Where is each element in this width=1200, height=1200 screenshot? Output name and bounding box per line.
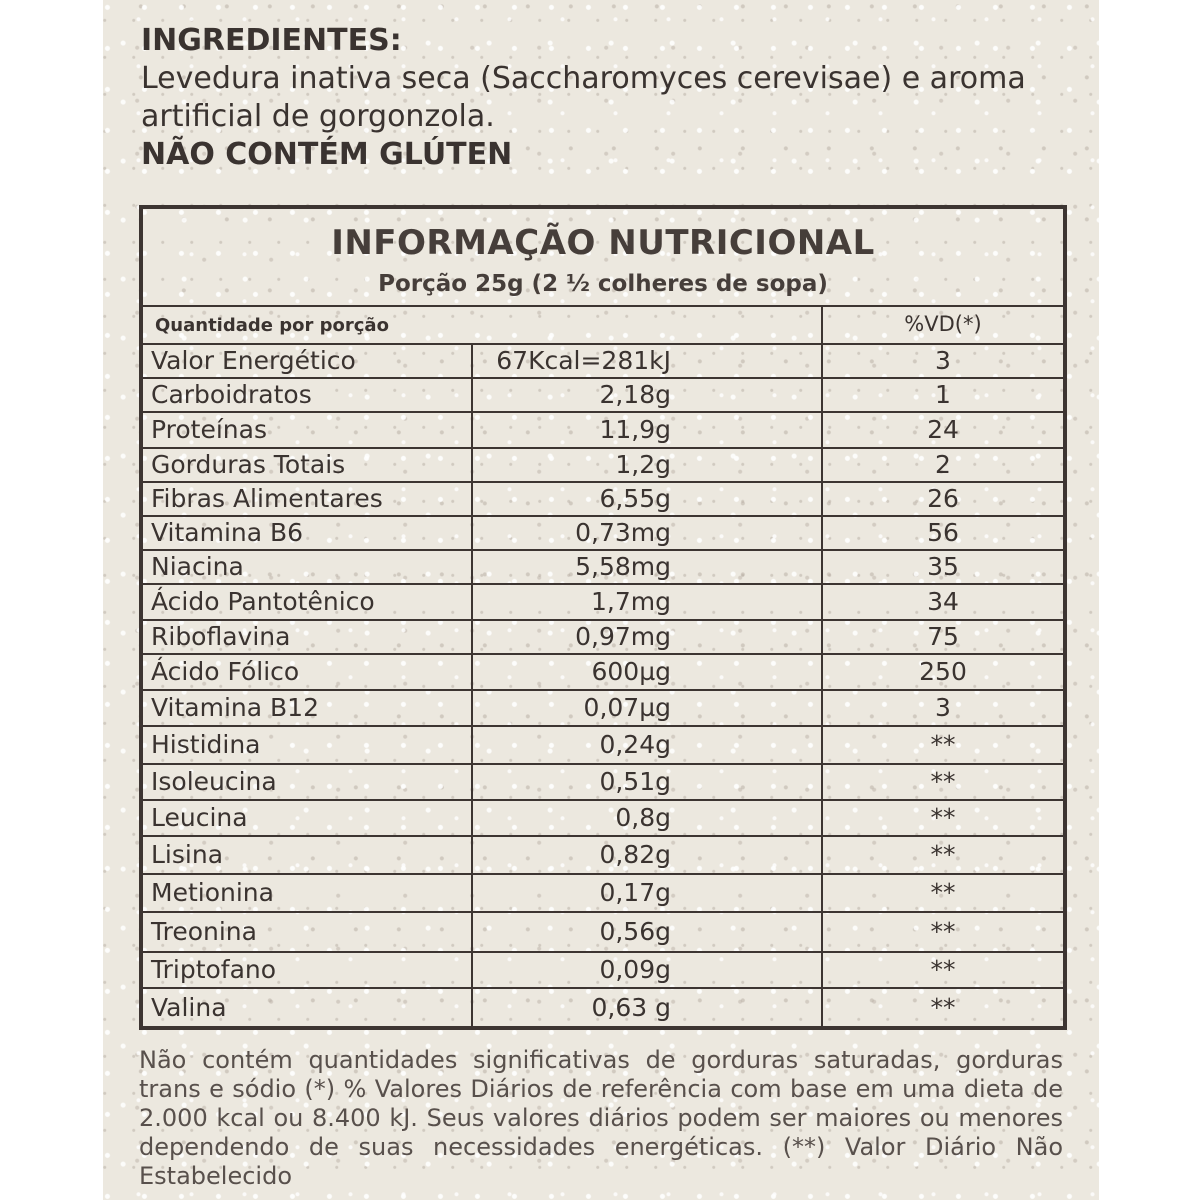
row-qty: 2,18g	[599, 380, 671, 409]
row-name: Vitamina B12	[151, 693, 319, 722]
table-row	[143, 951, 1063, 987]
row-vd: 75	[927, 622, 959, 651]
table-row	[143, 343, 1063, 377]
row-vd: **	[930, 955, 956, 984]
ingredients-section	[141, 22, 1071, 174]
table-row	[143, 689, 1063, 725]
row-name: Fibras Alimentares	[151, 484, 383, 513]
row-vd: 35	[927, 552, 959, 581]
table-row	[143, 583, 1063, 619]
table-row	[143, 911, 1063, 951]
row-name: Valor Energético	[151, 346, 356, 375]
row-name: Gorduras Totais	[151, 450, 346, 479]
row-name: Lisina	[151, 840, 224, 869]
row-vd: 26	[927, 484, 959, 513]
row-vd: **	[930, 767, 956, 796]
row-qty: 11,9g	[599, 415, 671, 444]
ingredients-text: Levedura inativa seca (Saccharomyces cerevisae) e aroma artificial de gorgonzola.	[141, 61, 1026, 134]
table-row	[143, 447, 1063, 481]
row-qty: 5,58mg	[575, 552, 671, 581]
row-qty: 67Kcal=281kJ	[496, 346, 671, 375]
row-qty: 0,07µg	[583, 693, 671, 722]
row-qty: 0,73mg	[575, 518, 671, 547]
header-quantity: Quantidade por porção	[155, 315, 389, 336]
row-name: Isoleucina	[151, 767, 277, 796]
row-vd: 3	[935, 346, 951, 375]
row-name: Leucina	[151, 803, 248, 832]
table-row	[143, 987, 1063, 1026]
row-vd: **	[930, 993, 956, 1022]
table-divider	[143, 305, 1063, 307]
row-name: Triptofano	[151, 955, 277, 984]
row-name: Vitamina B6	[151, 518, 304, 547]
row-qty: 6,55g	[599, 484, 671, 513]
row-name: Proteínas	[151, 415, 267, 444]
row-qty: 0,51g	[599, 767, 671, 796]
row-name: Ácido Fólico	[151, 657, 300, 686]
row-qty: 0,97mg	[575, 622, 671, 651]
row-name: Treonina	[151, 917, 257, 946]
table-row	[143, 873, 1063, 911]
row-vd: 34	[927, 587, 959, 616]
row-qty: 1,2g	[615, 450, 671, 479]
table-row	[143, 763, 1063, 799]
row-qty: 600µg	[591, 657, 671, 686]
row-name: Histidina	[151, 730, 261, 759]
row-vd: **	[930, 803, 956, 832]
nutrition-table	[139, 205, 1067, 1030]
row-vd: **	[930, 840, 956, 869]
header-vd: %VD(*)	[904, 312, 982, 336]
row-vd: **	[930, 917, 956, 946]
row-name: Ácido Pantotênico	[151, 587, 375, 616]
row-vd: 2	[935, 450, 951, 479]
row-name: Niacina	[151, 552, 244, 581]
row-name: Metionina	[151, 878, 274, 907]
footnote: Não contém quantidades significativas de gorduras saturadas, gorduras trans e sódio (*) % Valores Diários de referência com base em uma dieta de 2.000 kcal ou 8.400 kJ. Seus valores diários podem ser maiores ou menores dependendo de suas necessidades energéticas. (**) Valor Diário Não Estabelecido	[139, 1046, 1063, 1190]
row-vd: 24	[927, 415, 959, 444]
row-qty: 0,09g	[599, 955, 671, 984]
table-row	[143, 481, 1063, 515]
row-qty: 0,17g	[599, 878, 671, 907]
row-name: Valina	[151, 993, 227, 1022]
table-row	[143, 725, 1063, 763]
row-qty: 0,63 g	[591, 993, 671, 1022]
row-name: Carboidratos	[151, 380, 312, 409]
table-row	[143, 835, 1063, 873]
row-vd: 3	[935, 693, 951, 722]
row-vd: **	[930, 878, 956, 907]
row-vd: 56	[927, 518, 959, 547]
row-qty: 0,82g	[599, 840, 671, 869]
table-row	[143, 411, 1063, 447]
table-row	[143, 619, 1063, 653]
row-qty: 1,7mg	[591, 587, 671, 616]
gluten-notice: NÃO CONTÉM GLÚTEN	[141, 137, 513, 172]
row-vd: 250	[919, 657, 967, 686]
table-row	[143, 799, 1063, 835]
row-qty: 0,56g	[599, 917, 671, 946]
serving-size: Porção 25g (2 ½ colheres de sopa)	[378, 271, 828, 297]
table-row	[143, 549, 1063, 583]
nutrition-title: INFORMAÇÃO NUTRICIONAL	[331, 223, 875, 263]
row-vd: 1	[935, 380, 951, 409]
table-row	[143, 377, 1063, 411]
table-row	[143, 653, 1063, 689]
row-qty: 0,24g	[599, 730, 671, 759]
row-vd: **	[930, 730, 956, 759]
row-qty: 0,8g	[615, 803, 671, 832]
table-row	[143, 515, 1063, 549]
row-name: Riboflavina	[151, 622, 291, 651]
ingredients-heading: INGREDIENTES:	[141, 23, 402, 58]
